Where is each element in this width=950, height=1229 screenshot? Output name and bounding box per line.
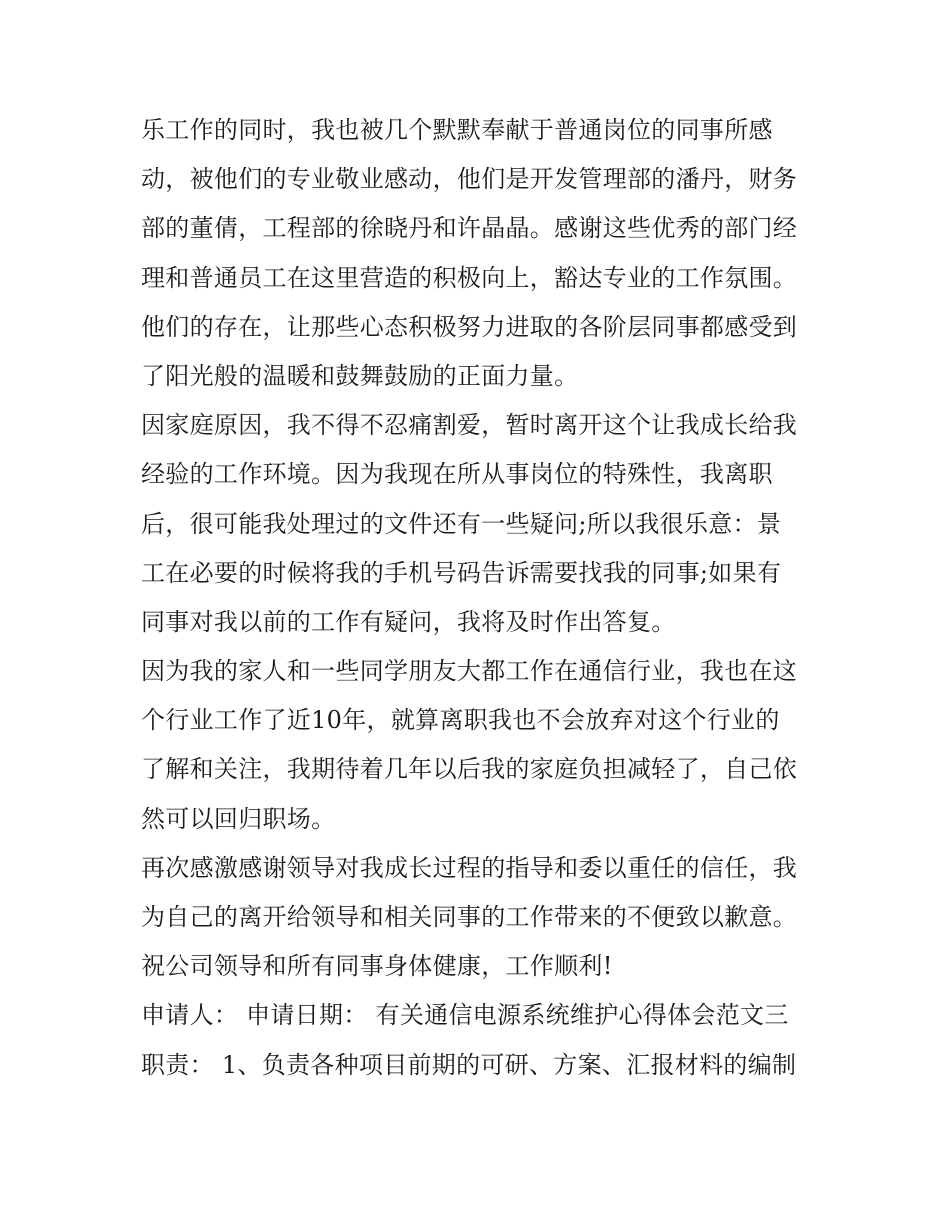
- text-line: 同事对我以前的工作有疑问，我将及时作出答复。: [141, 607, 676, 636]
- text-line: 为自己的离开给领导和相关同事的工作带来的不便致以歉意。: [141, 903, 798, 931]
- text-line: 因为我的家人和一些同学朋友大都工作在通信行业，我也在这: [141, 657, 798, 686]
- text-line: 因家庭原因，我不得不忍痛割爱，暂时离开这个让我成长给我: [141, 411, 798, 440]
- text-line: 乐工作的同时，我也被几个默默奉献于普通岗位的同事所感: [141, 116, 773, 144]
- text-line: 祝公司领导和所有同事身体健康，工作顺利!: [141, 952, 613, 981]
- text-line: 他们的存在，让那些心态积极努力进取的各阶层同事都感受到: [141, 312, 798, 341]
- text-line: 再次感激感谢领导对我成长过程的指导和委以重任的信任，我: [141, 853, 798, 882]
- text-line: 然可以回归职场。: [141, 804, 336, 833]
- text-line: 理和普通员工在这里营造的积极向上，豁达专业的工作氛围。: [141, 263, 798, 292]
- text-line: 职责： 1、负责各种项目前期的可研、方案、汇报材料的编制: [141, 1050, 797, 1079]
- text-line: 个行业工作了近10年，就算离职我也不会放弃对这个行业的: [141, 706, 780, 735]
- text-line: 动，被他们的专业敬业感动，他们是开发管理部的潘丹，财务: [141, 165, 798, 194]
- text-line: 经验的工作环境。因为我现在所从事岗位的特殊性，我离职: [141, 460, 773, 489]
- text-line: 了阳光般的温暖和鼓舞鼓励的正面力量。: [141, 361, 579, 390]
- text-line: 申请人： 申请日期： 有关通信电源系统维护心得体会范文三: [141, 1001, 789, 1030]
- text-line: 工在必要的时候将我的手机号码告诉需要找我的同事;如果有: [141, 558, 782, 587]
- text-line: 后，很可能我处理过的文件还有一些疑问;所以我很乐意：景: [141, 509, 782, 538]
- text-line: 了解和关注，我期待着几年以后我的家庭负担减轻了，自己依: [141, 755, 798, 784]
- text-line: 部的董倩，工程部的徐晓丹和许晶晶。感谢这些优秀的部门经: [141, 214, 798, 243]
- document-body: [141, 106, 821, 1090]
